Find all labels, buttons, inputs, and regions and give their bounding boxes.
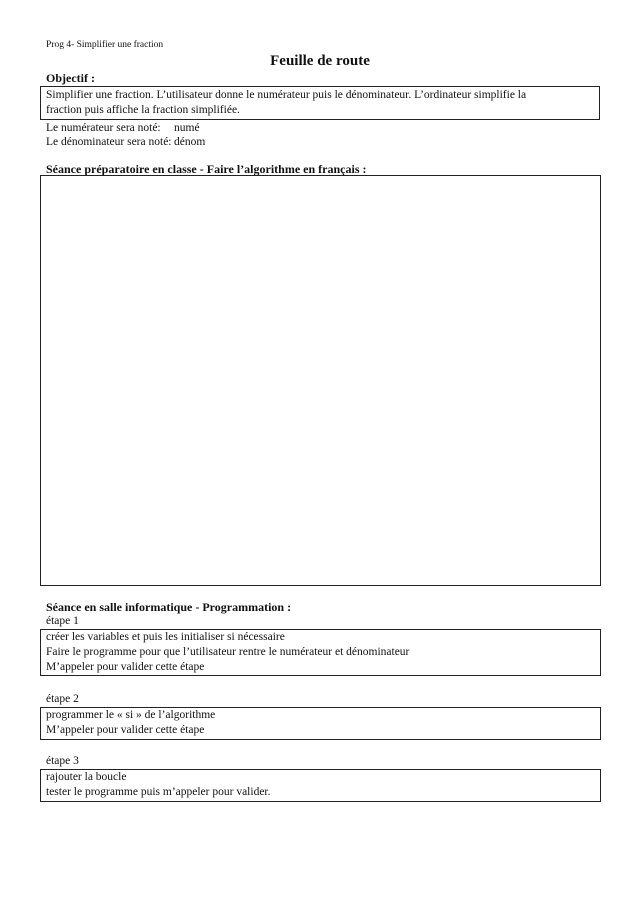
objective-line-1: Simplifier une fraction. L’utilisateur donne le numérateur puis le dénominateur. L’ordinateur simplifie la [46,89,527,101]
step-3-box [40,769,601,802]
step-1-line: créer les variables et puis les initialiser si nécessaire [46,631,285,643]
variable-label: Le dénominateur sera noté: [46,136,172,148]
algorithm-answer-box[interactable] [40,175,601,586]
step-3-line: tester le programme puis m’appeler pour valider. [46,786,271,798]
step-2-line: programmer le « si » de l’algorithme [46,709,216,721]
page-title: Feuille de route [270,53,370,69]
variable-name: dénom [174,136,206,148]
step-1-line: M’appeler pour valider cette étape [46,661,205,673]
step-1-box [40,629,601,676]
step-1-line: Faire le programme pour que l’utilisateur rentre le numérateur et dénominateur [46,646,410,658]
programming-heading: Séance en salle informatique - Programmation : [46,600,292,614]
preparation-heading: Séance préparatoire en classe - Faire l’algorithme en français : [46,162,367,176]
objective-line-2: fraction puis affiche la fraction simplifiée. [46,104,240,116]
step-3-label: étape 3 [46,755,79,767]
variable-label: Le numérateur sera noté: [46,122,161,134]
step-3-line: rajouter la boucle [46,771,127,783]
step-2-line: M’appeler pour valider cette étape [46,724,205,736]
variable-name: numé [174,122,200,134]
step-2-box [40,707,601,740]
document-header: Prog 4- Simplifier une fraction [46,40,164,50]
objective-heading: Objectif : [46,71,95,85]
step-1-label: étape 1 [46,615,79,627]
objective-box [40,86,600,120]
variable-row-numerator [46,121,200,135]
variable-row-denominator [46,135,205,149]
step-2-label: étape 2 [46,693,79,705]
